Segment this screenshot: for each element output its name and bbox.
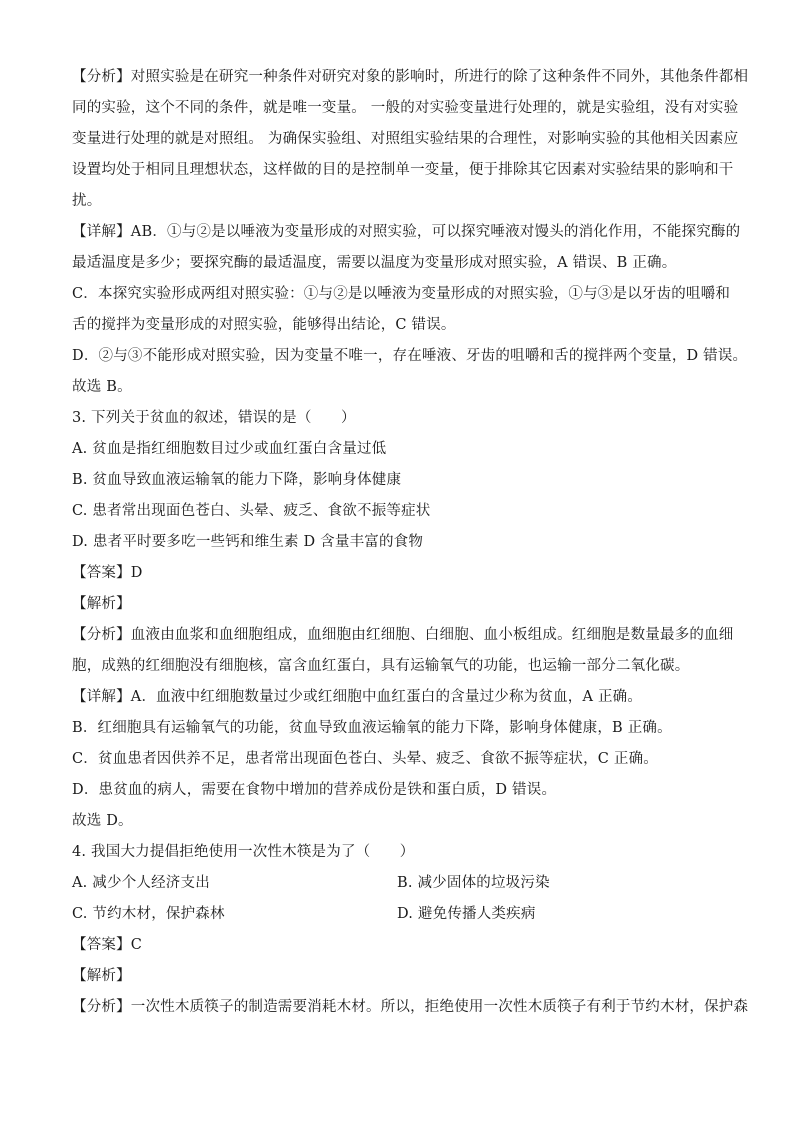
text-line: 变量进行处理的就是对照组。 为确保实验组、对照组实验结果的合理性，对影响实验的其他相关因素应 [72,131,739,147]
text-line: D．患贫血的病人，需要在食物中增加的营养成份是铁和蛋白质，D 错误。 [72,782,557,798]
answer-line: 【答案】C [72,937,143,953]
text-line: 故选 D。 [72,813,133,829]
text-line: 【分析】血液由血浆和血细胞组成，血细胞由红细胞、白细胞、血小板组成。红细胞是数量最多的血细 [72,627,734,643]
question-3 [72,403,734,837]
option-d: D. 避免传播人类疾病 [397,906,536,922]
text-line: B．红细胞具有运输氧气的功能，贫血导致血液运输氧的能力下降，影响身体健康，B 正确。 [72,720,672,736]
text-line: 【分析】一次性木质筷子的制造需要消耗木材。所以，拒绝使用一次性木质筷子有利于节约木材，保护森 [72,999,749,1015]
option-b: B. 贫血导致血液运输氧的能力下降，影响身体健康 [72,472,402,488]
options-row-1 [72,868,722,899]
document-page [72,62,749,1023]
question-stem: 4. 我国大力提倡拒绝使用一次性木筷是为了（ ） [72,844,415,860]
text-line: 最适温度是多少；要探究酶的最适温度，需要以温度为变量形成对照实验，A 错误、B 正确。 [72,255,677,271]
text-line: 【详解】A．血液中红细胞数量过少或红细胞中血红蛋白的含量过少称为贫血，A 正确。 [72,689,643,705]
answer-line: 【答案】D [72,565,143,581]
text-line: 设置均处于相同且理想状态，这样做的目的是控制单一变量，便于排除其它因素对实验结果的影响和干 [72,162,734,178]
text-line: 胞，成熟的红细胞没有细胞核，富含血红蛋白，具有运输氧气的功能，也运输一部分二氧化碳。 [72,658,690,674]
options-row-2 [72,899,722,930]
option-a: A. 减少个人经济支出 [72,875,210,891]
text-line: 舌的搅拌为变量形成的对照实验，能够得出结论，C 错误。 [72,317,456,333]
analysis-label: 【解析】 [72,596,131,612]
text-line: 【分析】对照实验是在研究一种条件对研究对象的影响时，所进行的除了这种条件不同外，其他条件都相 [72,69,749,85]
analysis-block-q2 [72,62,749,403]
option-a: A. 贫血是指红细胞数目过少或血红蛋白含量过低 [72,441,387,457]
option-b: B. 减少固体的垃圾污染 [397,875,550,891]
text-line: 【详解】AB．①与②是以唾液为变量形成的对照实验，可以探究唾液对馒头的消化作用，不能探究酶的 [72,224,741,240]
text-line: D．②与③不能形成对照实验，因为变量不唯一，存在唾液、牙齿的咀嚼和舌的搅拌两个变量，D 错误。 [72,348,748,364]
text-line: C．贫血患者因供养不足，患者常出现面色苍白、头晕、疲乏、食欲不振等症状，C 正确。 [72,751,658,767]
analysis-label: 【解析】 [72,968,131,984]
option-c: C. 患者常出现面色苍白、头晕、疲乏、食欲不振等症状 [72,503,431,519]
question-4 [72,837,749,1023]
text-line: 故选 B。 [72,379,132,395]
option-d: D. 患者平时要多吃一些钙和维生素 D 含量丰富的食物 [72,534,424,550]
text-line: 同的实验，这个不同的条件，就是唯一变量。 一般的对实验变量进行处理的，就是实验组，没有对实验 [72,100,739,116]
question-stem: 3. 下列关于贫血的叙述，错误的是（ ） [72,410,356,426]
text-line: C．本探究实验形成两组对照实验：①与②是以唾液为变量形成的对照实验，①与③是以牙齿的咀嚼和 [72,286,731,302]
text-line: 扰。 [72,193,102,209]
option-c: C. 节约木材，保护森林 [72,906,225,922]
